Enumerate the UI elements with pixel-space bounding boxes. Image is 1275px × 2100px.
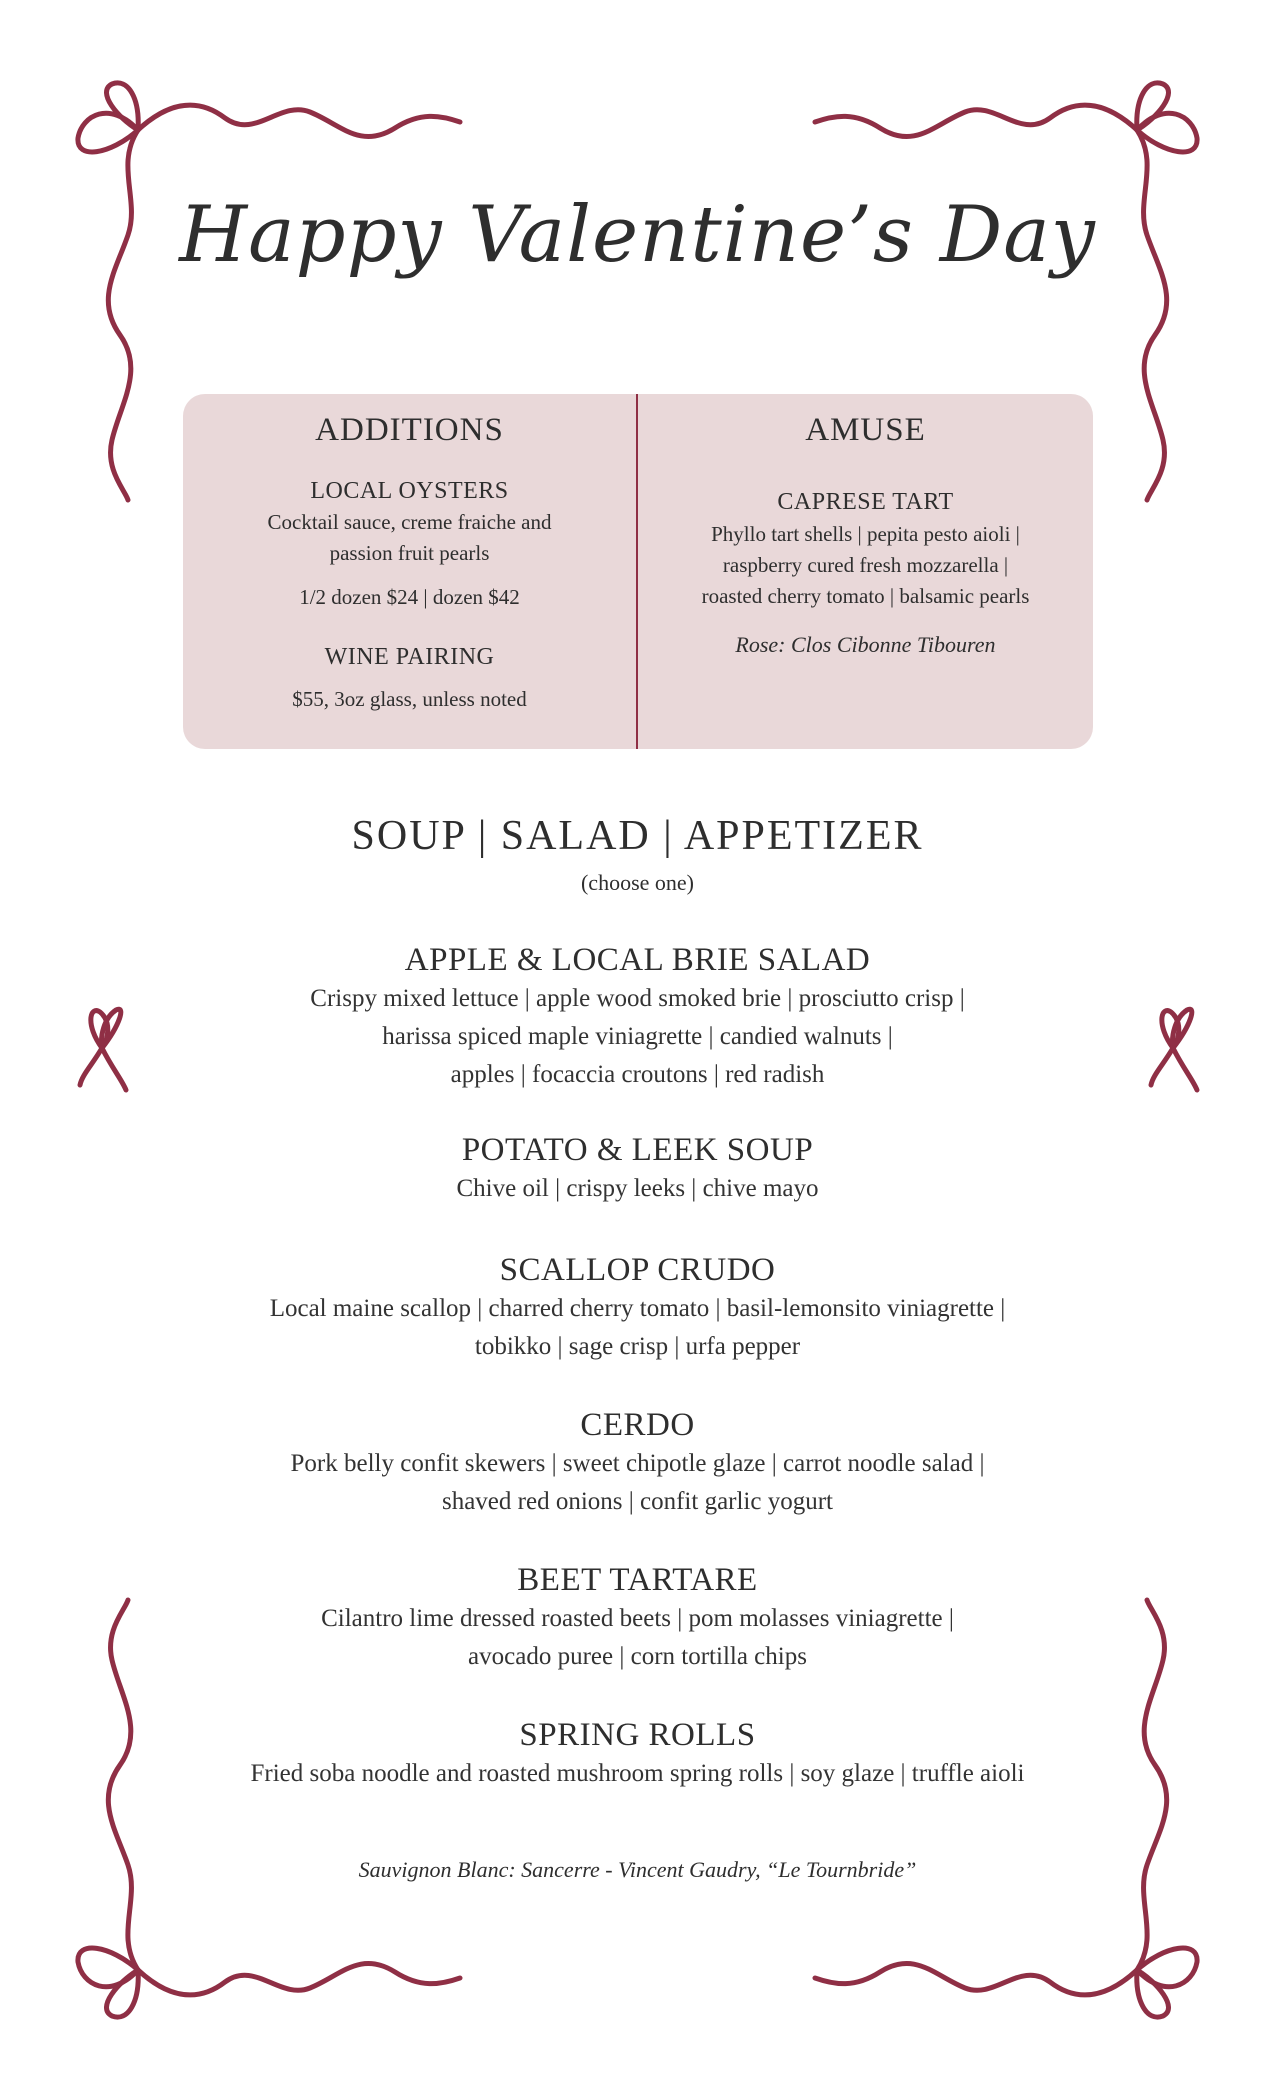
dish-desc-line: Cilantro lime dressed roasted beets | pom molasses viniagrette |: [321, 1605, 954, 1632]
dish-name: POTATO & LEEK SOUP: [461, 1132, 814, 1168]
amuse-heading: AMUSE: [805, 412, 926, 448]
amuse-desc-line-2: raspberry cured fresh mozzarella |: [722, 553, 1009, 577]
dish-apple-brie-salad: [0, 940, 1275, 1094]
dish-desc-line: Crispy mixed lettuce | apple wood smoked brie | prosciutto crisp |: [310, 985, 965, 1012]
dish-desc-line: tobikko | sage crisp | urfa pepper: [474, 1333, 801, 1360]
dish-desc-line: avocado puree | corn tortilla chips: [468, 1643, 807, 1670]
dish-desc-line: Pork belly confit skewers | sweet chipotle glaze | carrot noodle salad |: [290, 1450, 985, 1477]
section-title: SOUP | SALAD | APPETIZER: [351, 813, 924, 859]
dish-desc-line: shaved red onions | confit garlic yogurt: [441, 1488, 833, 1515]
dish-name: APPLE & LOCAL BRIE SALAD: [404, 942, 871, 978]
additions-amuse-panel: [183, 394, 1093, 749]
page-title: Happy Valentine’s Day: [179, 190, 1096, 280]
dish-desc-line: Chive oil | crispy leeks | chive mayo: [456, 1175, 819, 1202]
dish-name: SPRING ROLLS: [519, 1717, 756, 1753]
dish-beet-tartare: [0, 1560, 1275, 1676]
dish-scallop-crudo: [0, 1250, 1275, 1366]
dish-desc-line: harissa spiced maple viniagrette | candied walnuts |: [382, 1023, 893, 1050]
amuse-dish-name: CAPRESE TART: [777, 489, 954, 515]
oysters-desc-line-1: Cocktail sauce, creme fraiche and: [267, 510, 552, 534]
wine-pairing-name: WINE PAIRING: [324, 644, 495, 670]
dish-name: BEET TARTARE: [517, 1562, 758, 1598]
dish-desc-line: Fried soba noodle and roasted mushroom spring rolls | soy glaze | truffle aioli: [250, 1760, 1025, 1787]
amuse-wine: Rose: Clos Cibonne Tibouren: [735, 632, 996, 657]
dish-desc-line: apples | focaccia croutons | red radish: [450, 1061, 825, 1088]
amuse-desc-line-3: roasted cherry tomato | balsamic pearls: [701, 584, 1030, 608]
oysters-name: LOCAL OYSTERS: [310, 478, 509, 504]
dish-spring-rolls: [0, 1715, 1275, 1793]
amuse-desc-line-1: Phyllo tart shells | pepita pesto aioli |: [711, 522, 1020, 546]
dish-cerdo: [0, 1405, 1275, 1521]
dish-desc-line: Local maine scallop | charred cherry tomato | basil-lemonsito viniagrette |: [269, 1295, 1006, 1322]
dish-name: SCALLOP CRUDO: [499, 1252, 776, 1288]
dish-potato-leek-soup: [0, 1130, 1275, 1208]
dish-name: CERDO: [580, 1407, 695, 1443]
appetizer-wine: Sauvignon Blanc: Sancerre - Vincent Gaudry, “Le Tournbride”: [358, 1857, 917, 1882]
choose-instruction: (choose one): [580, 870, 694, 895]
wine-pairing-desc: $55, 3oz glass, unless noted: [292, 687, 527, 711]
oysters-price: 1/2 dozen $24 | dozen $42: [299, 585, 520, 609]
oysters-desc-line-2: passion fruit pearls: [329, 541, 490, 565]
additions-heading: ADDITIONS: [315, 412, 504, 448]
